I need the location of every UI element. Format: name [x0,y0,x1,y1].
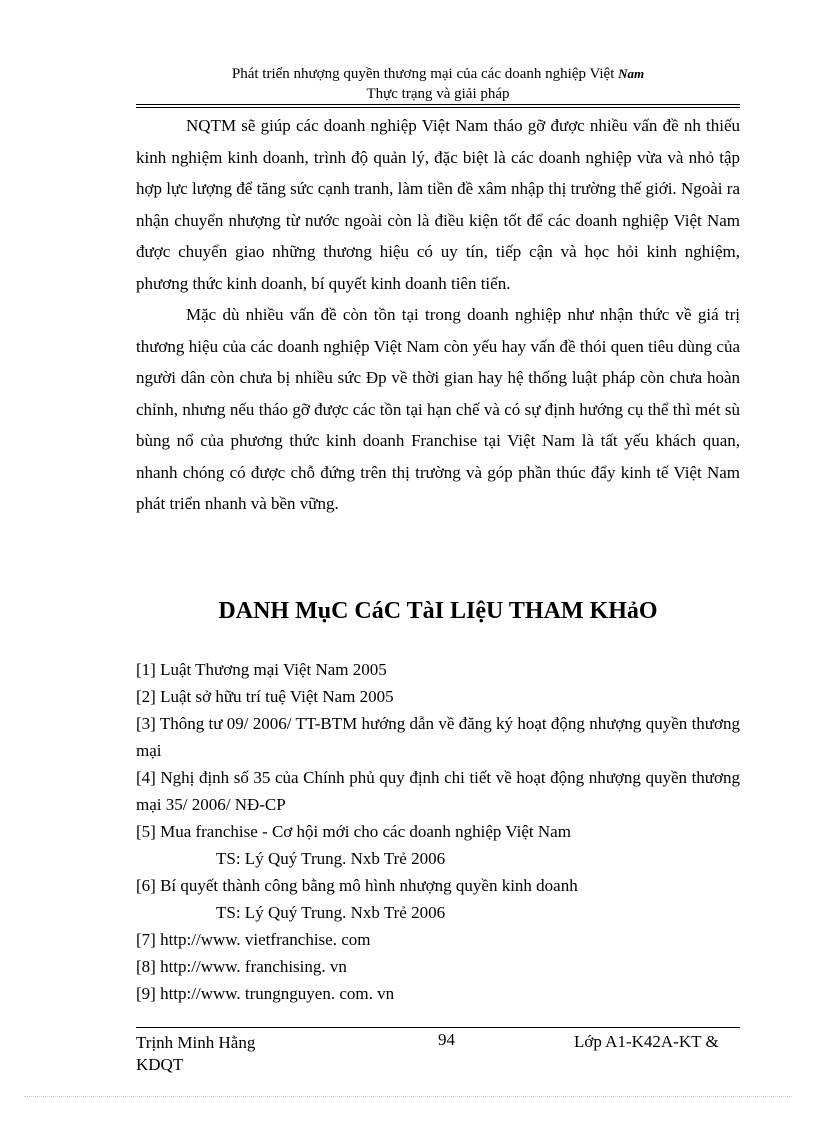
footer-author-dept: KDQT [136,1055,184,1074]
footer-author [136,1032,255,1076]
header-title-cursive: Nam [618,66,645,81]
paragraph: Mặc dù nhiều vấn đề còn tồn tại trong doanh nghiệp như nhận thức về giá trị thương hiệu của các doanh nghiệp Việt Nam còn yếu hay vấn đề thói quen tiêu dùng của người dân còn chưa bị nhiều sức Đp về thời gian hay hệ thống luật pháp còn chưa hoàn chỉnh, nhưng nếu tháo gỡ được các tồn tại hạn chế và có sự định hướng cụ thể thì mét sù bùng nổ của phương thức kinh doanh Franchise tại Việt Nam là tất yếu khách quan, nhanh chóng có được chỗ đứng trên thị trường và góp phần thúc đẩy kinh tế Việt Nam phát triển nhanh và bền vững. [136,305,740,513]
header-subtitle: Thực trạng và giải pháp [366,86,510,102]
reference-author: TS: Lý Quý Trung. Nxb Trẻ 2006 [216,903,446,922]
footer-author-name: Trịnh Minh Hằng [136,1033,256,1052]
header-title: Phát triển nhượng quyền thương mại của các doanh nghiệp Việt [231,66,615,82]
paragraph: NQTM sẽ giúp các doanh nghiệp Việt Nam tháo gỡ được nhiều vấn đề nh thiếu kinh nghiệm kinh doanh, trình độ quản lý, đặc biệt là các doanh nghiệp vừa và nhỏ tập hợp lực lượng để tăng sức cạnh tranh, làm tiền đề xâm nhập thị trường thế giới. Ngoài ra nhận chuyển nhượng từ nước ngoài còn là điều kiện tốt để các doanh nghiệp Việt Nam được chuyển giao những thương hiệu có uy tín, tiếp cận và học hỏi kinh nghiệm, phương thức kinh doanh, bí quyết kinh doanh tiên tiến. [136,116,740,293]
footer-class: Lớp A1-K42A-KT & [574,1032,719,1051]
reference-item: [5] Mua franchise - Cơ hội mới cho các doanh nghiệp Việt Nam [136,822,571,841]
reference-item: [8] http://www. franchising. vn [136,957,347,976]
reference-author: TS: Lý Quý Trung. Nxb Trẻ 2006 [216,849,446,868]
references-heading: DANH MụC CáC TàI LIệU THAM KHảO [218,598,658,624]
footer-rule [136,1027,740,1028]
page-header [136,64,740,104]
reference-item: [7] http://www. vietfranchise. com [136,930,371,949]
page-bottom-border [24,1096,792,1097]
header-rule [136,104,740,105]
header-title-line [136,64,740,84]
reference-item: [6] Bí quyết thành công bằng mô hình nhượng quyền kinh doanh [136,876,578,895]
reference-item: [4] Nghị định số 35 của Chính phủ quy định chi tiết về hoạt động nhượng quyền thương mại 35/ 2006/ NĐ-CP [136,768,740,814]
references-list [136,656,740,1007]
body-text [136,110,740,520]
header-rule-second [136,107,740,108]
reference-item: [9] http://www. trungnguyen. com. vn [136,984,395,1003]
page-number: 94 [438,1030,455,1049]
reference-item: [1] Luật Thương mại Việt Nam 2005 [136,660,387,679]
reference-item: [2] Luật sở hữu trí tuệ Việt Nam 2005 [136,687,394,706]
reference-item: [3] Thông tư 09/ 2006/ TT-BTM hướng dẫn về đăng ký hoạt động nhượng quyền thương mại [136,714,740,760]
